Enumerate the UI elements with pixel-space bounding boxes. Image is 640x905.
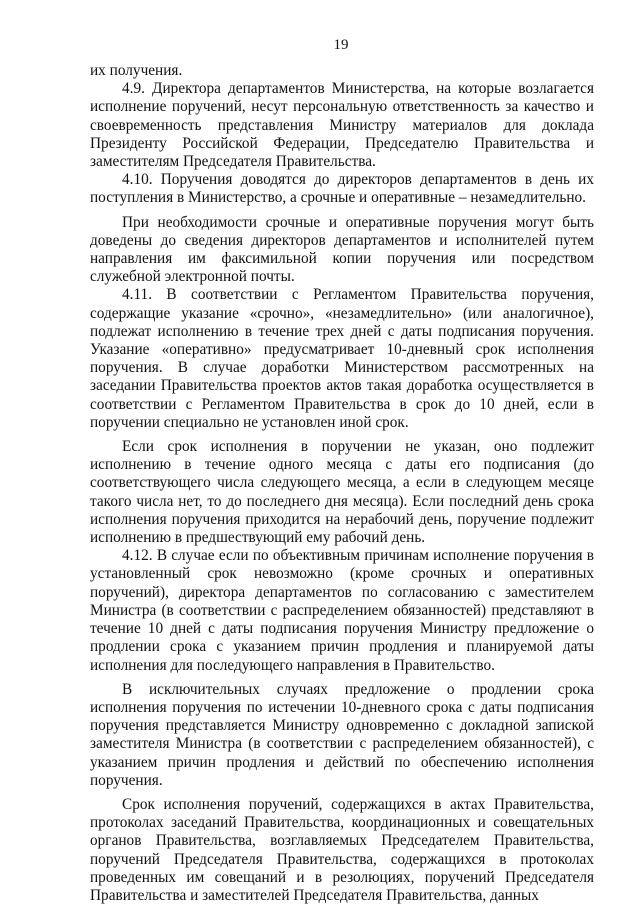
paragraph-4-9: 4.9. Директора департаментов Министерства, на которые возлагается исполнение поручений, несут персональную ответственность за качество и своевременность представления Министру материалов для доклада Президенту Российской Федерации, Председателю Правительства и заместителям Председателя Правительства. <box>90 80 594 171</box>
paragraph-4-12: 4.12. В случае если по объективным причинам исполнение поручения в установленный срок невозможно (кроме срочных и оперативных поручений), директора департаментов по согласованию с заместителем Министра (в соответствии с распределением обязанностей) представляют в течение 10 дней с даты подписания поручения Министру предложение о продлении срока с указанием причин продления и планируемой даты исполнения для последующего направления в Правительство. <box>90 547 594 674</box>
page-number: 19 <box>333 37 349 53</box>
paragraph-4-10: 4.10. Поручения доводятся до директоров департаментов в день их поступления в Министерство, а срочные и оперативные – незамедлительно. <box>90 171 594 207</box>
paragraph-exceptional-extension: В исключительных случаях предложение о продлении срока исполнения поручения по истечении 10-дневного срока с даты подписания поручения представляется Министру одновременно с докладной запиской заместителя Министра (в соответствии с распределением обязанностей), с указанием причин продления и действий по обеспечению исполнения поручения. <box>90 680 594 789</box>
paragraph-4-11: 4.11. В соответствии с Регламентом Правительства поручения, содержащие указание «срочно», «незамедлительно» (или аналогичное), подлежат исполнению в течение трех дней с даты подписания поручения. Указание «оперативно» предусматривает 10-дневный срок исполнения поручения. В случае доработки Министерством рассмотренных на заседании Правительства проектов актов такая доработка осуществляется в соответствии с Регламентом Правительства в срок до 10 дней, если в поручении специально не установлен иной срок. <box>90 286 594 431</box>
paragraph-urgent-delivery: При необходимости срочные и оперативные поручения могут быть доведены до сведения директоров департаментов и исполнителей путем направления им факсимильной копии поручения или посредством служебной электронной почты. <box>90 213 594 286</box>
paragraph-default-deadline: Если срок исполнения в поручении не указан, оно подлежит исполнению в течение одного месяца с даты его подписания (до соответствующего числа следующего месяца, а если в следующем месяце такого числа нет, то до последнего дня месяца). Если последний день срока исполнения поручения приходится на нерабочий день, поручение подлежит исполнению в предшествующий ему рабочий день. <box>90 438 594 547</box>
paragraph-government-deadlines: Срок исполнения поручений, содержащихся в актах Правительства, протоколах заседаний Правительства, координационных и совещательных органов Правительства, возглавляемых Председателем Правительства, поручений Председателя Правительства, содержащихся в протоколах проведенных им совещаний и в резолюциях, поручений Председателя Правительства и заместителей Председателя Правительства, данных <box>90 795 594 904</box>
document-body <box>90 62 594 905</box>
paragraph-continuation: их получения. <box>90 62 183 79</box>
